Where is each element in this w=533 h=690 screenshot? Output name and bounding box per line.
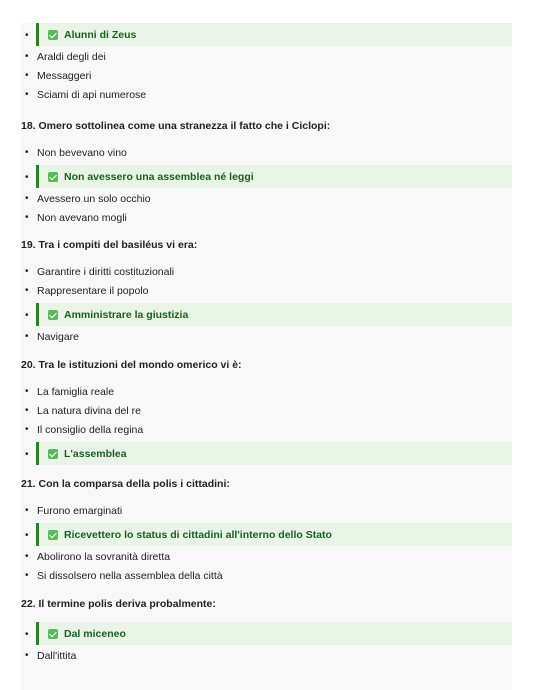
option-text: Dal miceneo bbox=[64, 627, 126, 640]
bullet-dot-icon: • bbox=[25, 386, 29, 397]
bullet-dot-icon: • bbox=[25, 449, 29, 460]
check-box-icon bbox=[48, 449, 58, 459]
q22-option-1-correct bbox=[21, 622, 512, 645]
q21-option-3 bbox=[21, 550, 512, 569]
q17-option-2 bbox=[21, 50, 512, 69]
q20-option-3 bbox=[21, 423, 512, 442]
q21-options bbox=[21, 504, 512, 588]
bullet-dot-icon: • bbox=[25, 551, 29, 562]
option-text: Si dissolsero nella assemblea della città bbox=[37, 570, 223, 582]
q21-option-4 bbox=[21, 569, 512, 588]
option-text: Dall'ittita bbox=[37, 650, 77, 662]
q18-option-1 bbox=[21, 146, 512, 165]
option-text: L'assemblea bbox=[64, 447, 127, 460]
bullet-dot-icon: • bbox=[25, 212, 29, 223]
bullet-dot-icon: • bbox=[25, 650, 29, 661]
bullet-dot-icon: • bbox=[25, 629, 29, 640]
q17-option-3 bbox=[21, 69, 512, 88]
q20-option-1 bbox=[21, 385, 512, 404]
bullet-dot-icon: • bbox=[25, 405, 29, 416]
option-text: Rappresentare il popolo bbox=[37, 285, 149, 297]
option-text: Furono emarginati bbox=[37, 505, 123, 517]
q19-option-2 bbox=[21, 284, 512, 303]
correct-answer-box bbox=[36, 23, 512, 46]
q18-option-4 bbox=[21, 211, 512, 230]
bullet-dot-icon: • bbox=[25, 570, 29, 581]
option-text: Abolirono la sovranità diretta bbox=[37, 551, 171, 563]
q19-option-4 bbox=[21, 330, 512, 349]
bullet-dot-icon: • bbox=[25, 424, 29, 435]
q21-option-2-correct bbox=[21, 523, 512, 546]
q20-options bbox=[21, 385, 512, 465]
bullet-dot-icon: • bbox=[25, 530, 29, 541]
check-box-icon bbox=[48, 172, 58, 182]
bullet-dot-icon: • bbox=[25, 193, 29, 204]
question-22-title: 22. Il termine polis deriva probalmente: bbox=[21, 598, 216, 610]
option-text: Non bevevano vino bbox=[37, 147, 127, 159]
q20-option-2 bbox=[21, 404, 512, 423]
q18-option-2-correct bbox=[21, 165, 512, 188]
q19-options bbox=[21, 265, 512, 349]
check-box-icon bbox=[48, 30, 58, 40]
bullet-dot-icon: • bbox=[25, 310, 29, 321]
option-text: Araldi degli dei bbox=[37, 51, 106, 63]
q19-option-3-correct bbox=[21, 303, 512, 326]
option-text: Ricevettero lo status di cittadini all'interno dello Stato bbox=[64, 528, 332, 541]
check-box-icon bbox=[48, 310, 58, 320]
option-text: Navigare bbox=[37, 331, 80, 343]
bullet-dot-icon: • bbox=[25, 172, 29, 183]
bullet-dot-icon: • bbox=[25, 70, 29, 81]
bullet-dot-icon: • bbox=[25, 89, 29, 100]
q18-option-3 bbox=[21, 192, 512, 211]
bullet-dot-icon: • bbox=[25, 505, 29, 516]
q20-option-4-correct bbox=[21, 442, 512, 465]
option-text: Il consiglio della regina bbox=[37, 424, 144, 436]
q18-options bbox=[21, 146, 512, 230]
option-text: Non avevano mogli bbox=[37, 212, 127, 224]
bullet-dot-icon: • bbox=[25, 147, 29, 158]
option-text: Alunni di Zeus bbox=[64, 28, 137, 41]
correct-answer-box bbox=[36, 303, 512, 326]
correct-answer-box bbox=[36, 622, 512, 645]
option-text: Avessero un solo occhio bbox=[37, 193, 151, 205]
correct-answer-box bbox=[36, 442, 512, 465]
option-text: Non avessero una assemblea né leggi bbox=[64, 170, 254, 183]
question-20-title: 20. Tra le istituzioni del mondo omerico vi è: bbox=[21, 359, 242, 371]
check-box-icon bbox=[48, 629, 58, 639]
option-text: Messaggeri bbox=[37, 70, 92, 82]
question-18-title: 18. Omero sottolinea come una stranezza il fatto che i Ciclopi: bbox=[21, 120, 331, 132]
q22-options bbox=[21, 622, 512, 668]
q17-options bbox=[21, 23, 512, 107]
option-text: Garantire i diritti costituzionali bbox=[37, 266, 175, 278]
bullet-dot-icon: • bbox=[25, 266, 29, 277]
correct-answer-box bbox=[36, 523, 512, 546]
correct-answer-box bbox=[36, 165, 512, 188]
q17-option-1-correct bbox=[21, 23, 512, 46]
quiz-content bbox=[21, 23, 512, 690]
bullet-dot-icon: • bbox=[25, 285, 29, 296]
q17-option-4 bbox=[21, 88, 512, 107]
q19-option-1 bbox=[21, 265, 512, 284]
q21-option-1 bbox=[21, 504, 512, 523]
bullet-dot-icon: • bbox=[25, 30, 29, 41]
bullet-dot-icon: • bbox=[25, 51, 29, 62]
q22-option-2 bbox=[21, 649, 512, 668]
question-21-title: 21. Con la comparsa della polis i cittadini: bbox=[21, 478, 230, 490]
bullet-dot-icon: • bbox=[25, 331, 29, 342]
option-text: Sciami di api numerose bbox=[37, 89, 147, 101]
option-text: La natura divina del re bbox=[37, 405, 141, 417]
option-text: Amministrare la giustizia bbox=[64, 308, 189, 321]
question-19-title: 19. Tra i compiti del basiléus vi era: bbox=[21, 239, 198, 251]
option-text: La famiglia reale bbox=[37, 386, 115, 398]
check-box-icon bbox=[48, 530, 58, 540]
